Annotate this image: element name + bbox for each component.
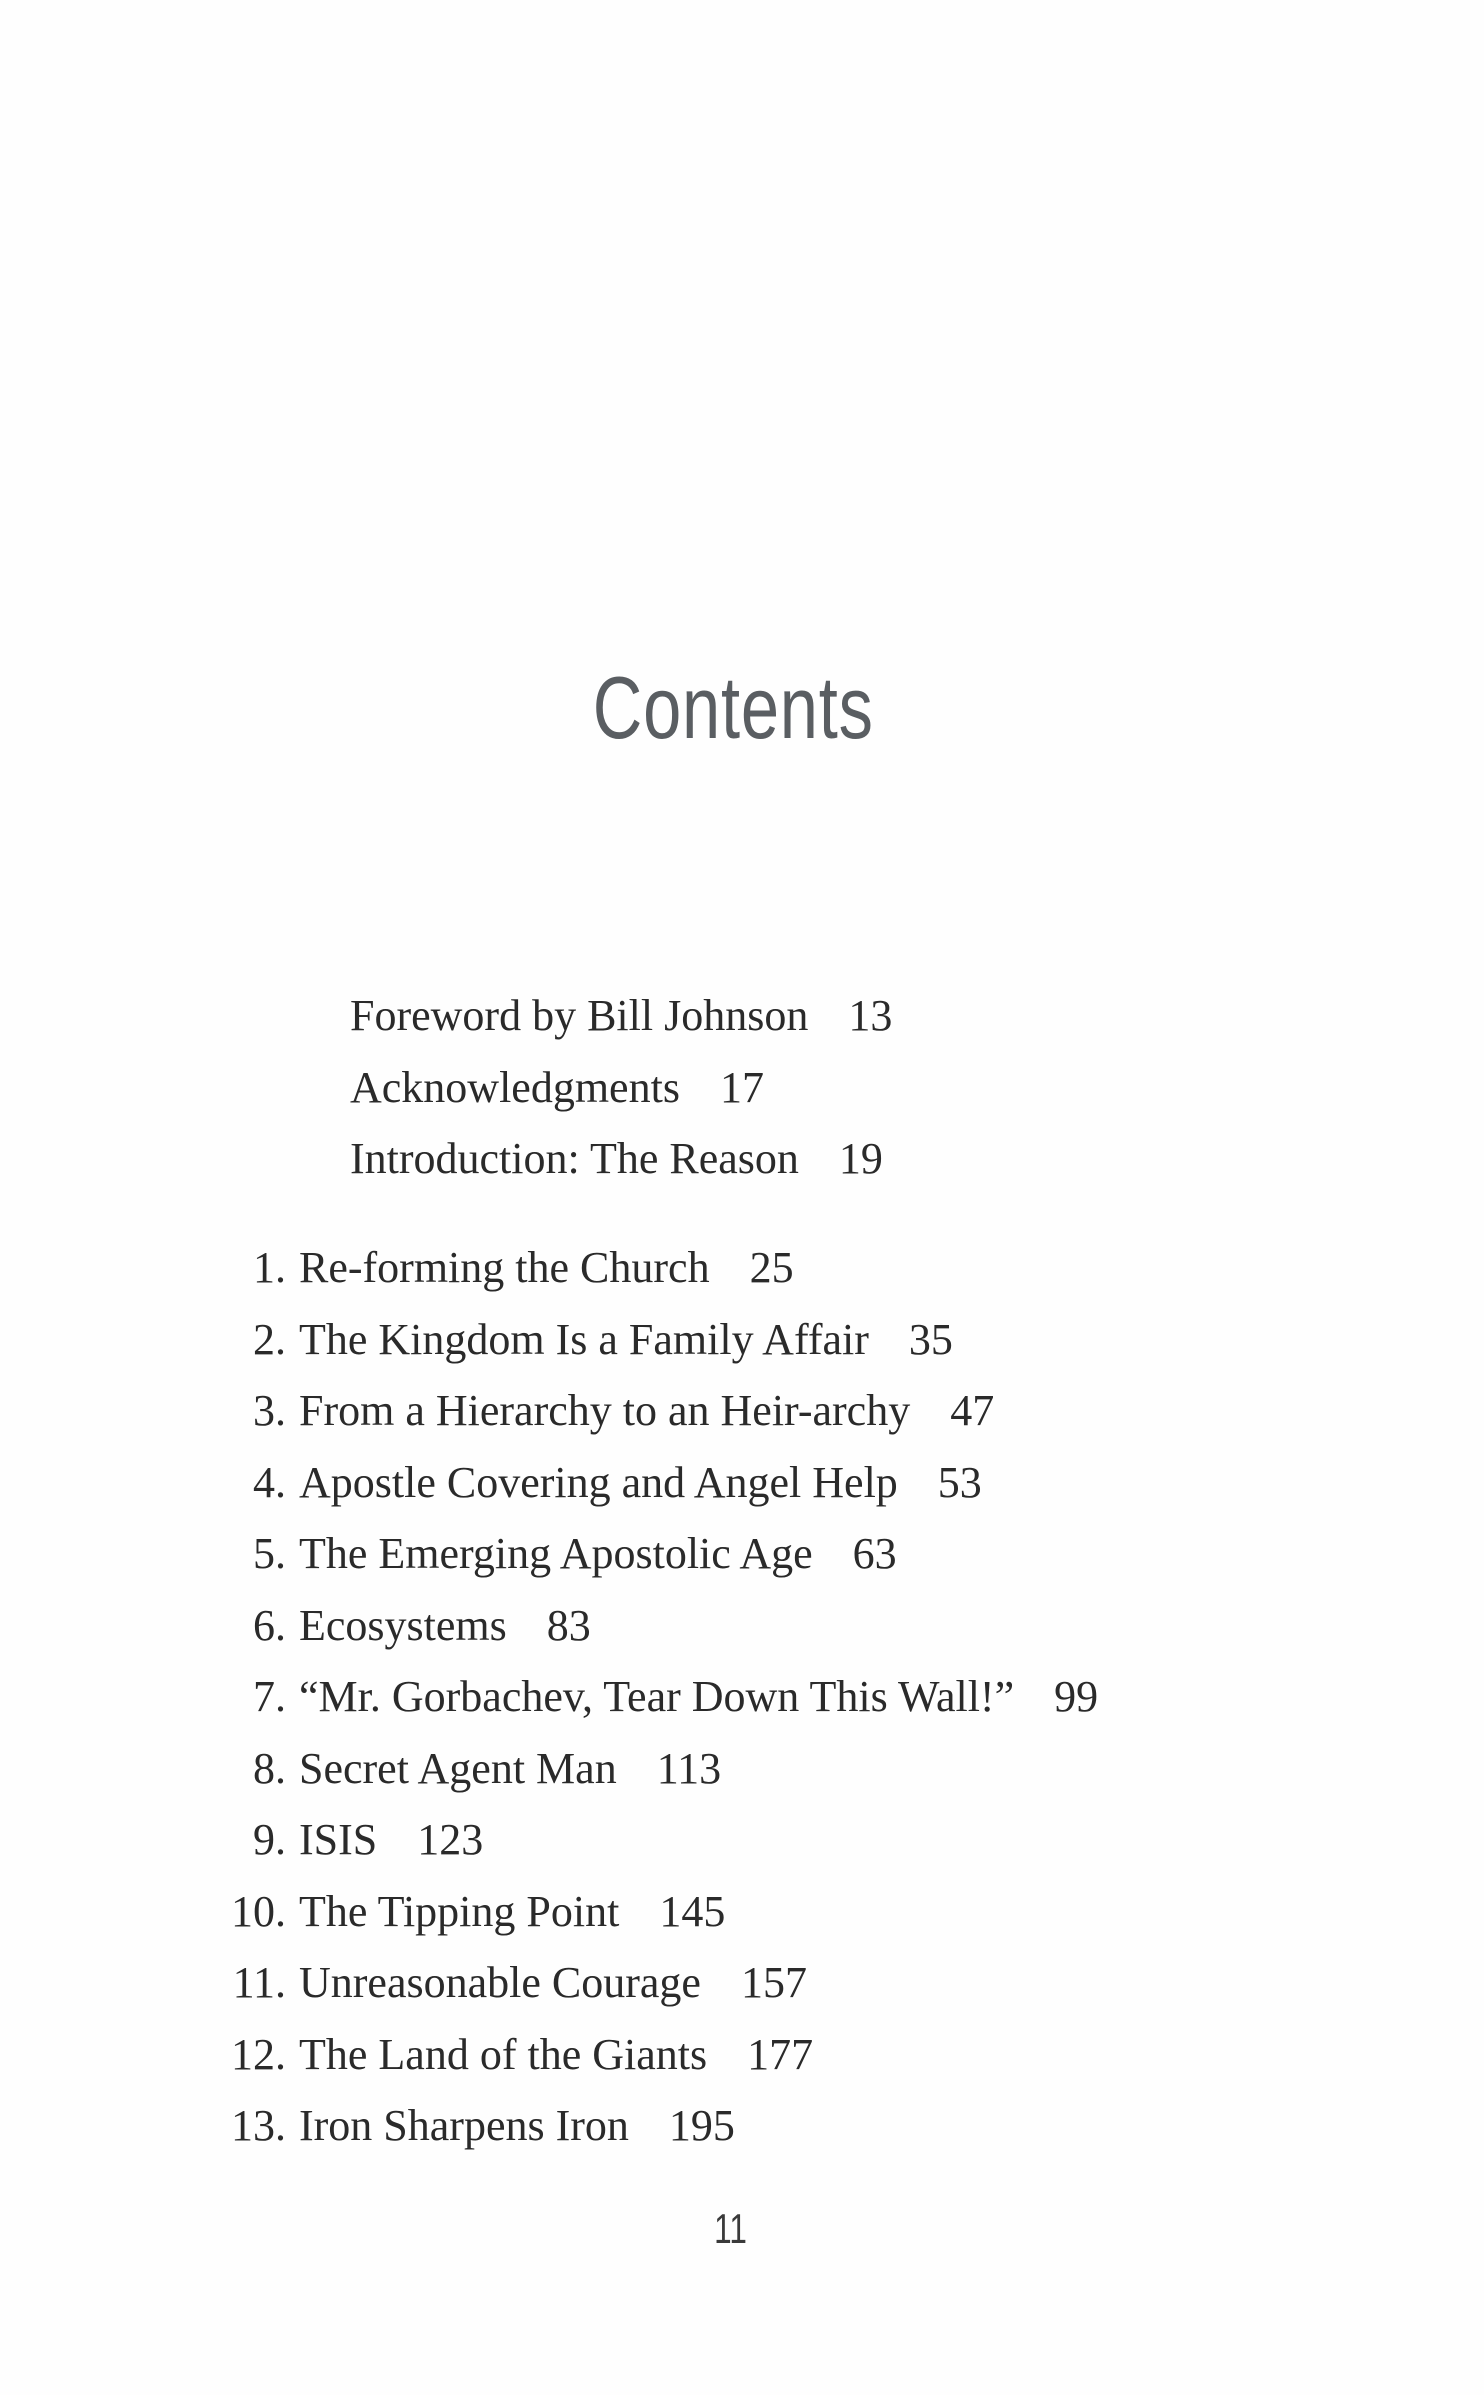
chapter-page: 113 — [656, 1743, 722, 1793]
front-matter-list — [350, 980, 892, 1195]
chapter-number: 10. — [231, 1886, 286, 1936]
chapter-page: 145 — [659, 1886, 726, 1936]
chapter-number: 12. — [231, 2029, 286, 2079]
toc-chapter — [210, 1232, 1098, 1304]
chapter-number: 2. — [253, 1314, 286, 1364]
chapter-number: 3. — [253, 1386, 286, 1435]
chapter-number: 11. — [232, 1958, 286, 2007]
chapter-number: 5. — [253, 1529, 286, 1578]
toc-chapter — [210, 1518, 1098, 1590]
chapter-page: 35 — [908, 1314, 953, 1364]
chapter-page: 83 — [546, 1600, 591, 1650]
toc-entry-acknowledgments — [350, 1052, 892, 1124]
chapter-title: The Emerging Apostolic Age — [299, 1529, 813, 1578]
toc-chapter — [210, 1661, 1098, 1733]
chapter-title: The Kingdom Is a Family Affair — [299, 1314, 869, 1364]
chapter-title: “Mr. Gorbachev, Tear Down This Wall!” — [299, 1672, 1015, 1721]
chapter-title: Secret Agent Man — [299, 1743, 617, 1793]
page-title: Contents — [592, 657, 874, 757]
chapter-title: Apostle Covering and Angel Help — [299, 1457, 898, 1507]
chapter-title: Unreasonable Courage — [299, 1958, 701, 2007]
chapter-page: 177 — [747, 2029, 814, 2079]
chapter-title: Ecosystems — [299, 1600, 507, 1650]
chapter-title: Iron Sharpens Iron — [299, 2101, 629, 2150]
chapter-page: 157 — [740, 1958, 807, 2007]
chapter-number: 7. — [253, 1672, 286, 1721]
chapter-number: 8. — [253, 1743, 286, 1793]
chapter-number: 13. — [231, 2101, 286, 2150]
toc-chapter — [210, 1590, 1098, 1662]
toc-chapter — [210, 1447, 1098, 1519]
chapter-page: 25 — [749, 1243, 794, 1292]
chapter-title: ISIS — [299, 1815, 378, 1864]
chapter-number: 6. — [253, 1600, 286, 1650]
toc-entry-page: 19 — [838, 1134, 883, 1183]
chapter-page: 123 — [417, 1815, 484, 1864]
chapter-number: 1. — [253, 1243, 286, 1292]
chapter-page: 47 — [950, 1386, 995, 1435]
toc-entry-introduction — [350, 1123, 892, 1195]
toc-entry-page: 13 — [848, 991, 893, 1040]
chapter-number: 4. — [253, 1457, 286, 1507]
toc-entry-foreword — [350, 980, 892, 1052]
chapter-page: 99 — [1054, 1672, 1099, 1721]
chapter-list — [210, 1232, 1098, 2162]
chapter-page: 53 — [937, 1457, 982, 1507]
toc-chapter — [210, 1947, 1098, 2019]
toc-entry-label: Introduction: The Reason — [350, 1134, 799, 1183]
chapter-title: Re-forming the Church — [299, 1243, 710, 1292]
chapter-title: From a Hierarchy to an Heir-archy — [299, 1386, 911, 1435]
toc-entry-label: Foreword by Bill Johnson — [350, 991, 809, 1040]
toc-chapter — [210, 1804, 1098, 1876]
toc-chapter — [210, 1375, 1098, 1447]
toc-entry-page: 17 — [719, 1062, 764, 1112]
toc-chapter — [210, 2019, 1098, 2091]
page-number: 11 — [714, 2205, 747, 2252]
chapter-page: 63 — [852, 1529, 897, 1578]
toc-chapter — [210, 1733, 1098, 1805]
chapter-title: The Land of the Giants — [299, 2029, 708, 2079]
toc-chapter — [210, 1304, 1098, 1376]
chapter-title: The Tipping Point — [299, 1886, 620, 1936]
toc-chapter — [210, 1876, 1098, 1948]
chapter-number: 9. — [253, 1815, 286, 1864]
toc-entry-label: Acknowledgments — [350, 1062, 680, 1112]
chapter-page: 195 — [668, 2101, 735, 2150]
toc-chapter — [210, 2090, 1098, 2162]
